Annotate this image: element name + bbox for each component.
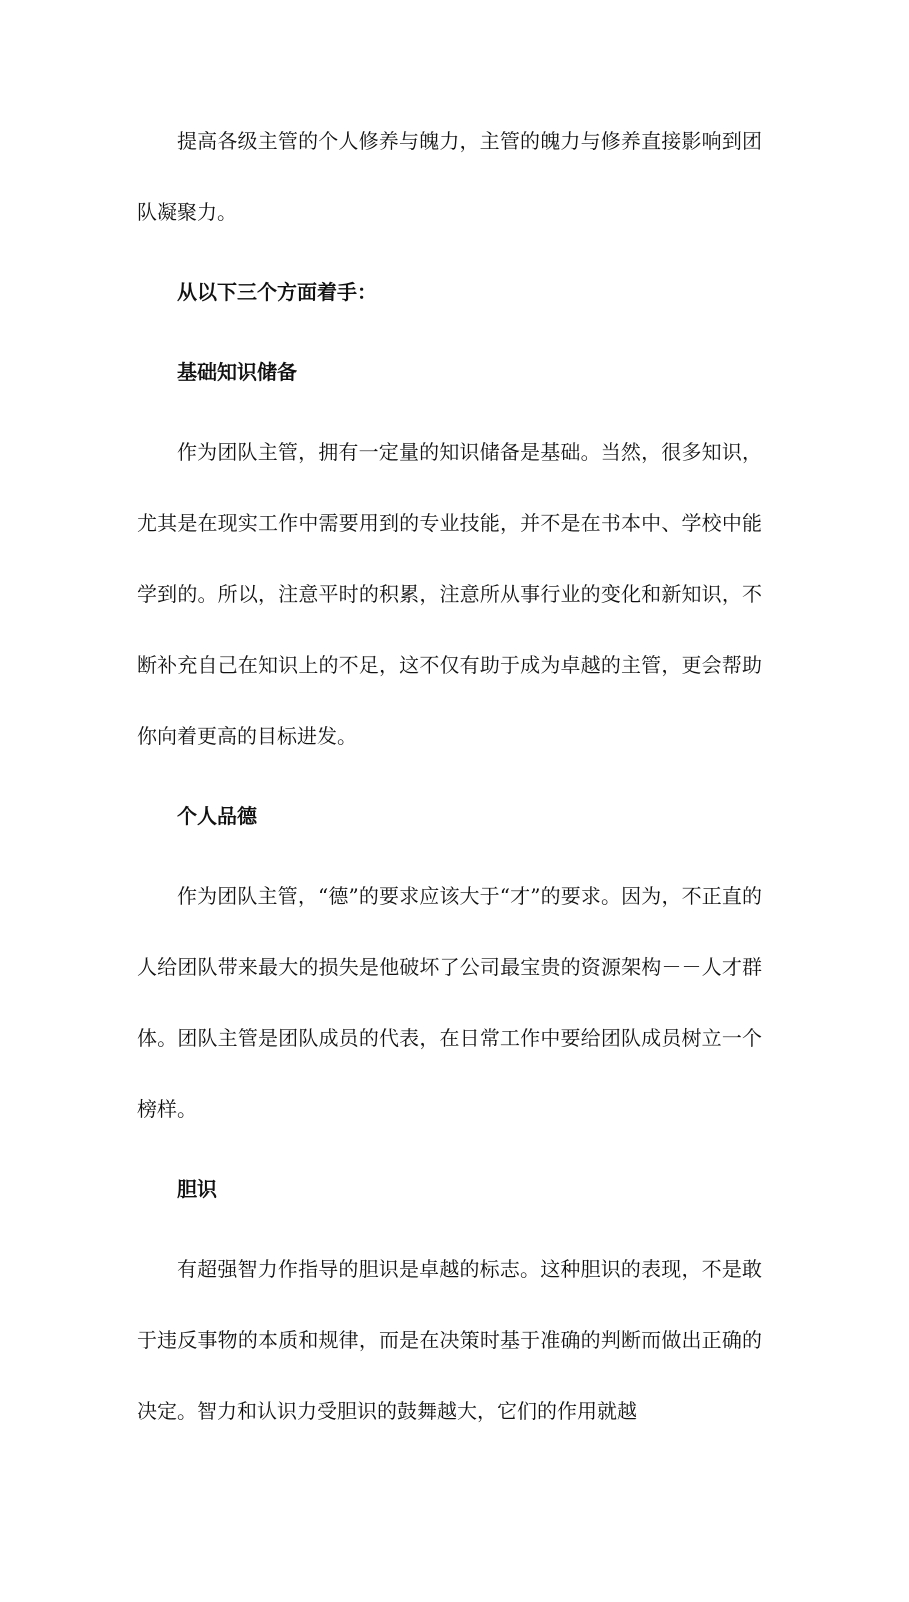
section-body-knowledge: 作为团队主管，拥有一定量的知识储备是基础。当然，很多知识，尤其是在现实工作中需要用到的专业技能，并不是在书本中、学校中能学到的。所以，注意平时的积累，注意所从事行业的变化和新知识，不断补充自己在知识上的不足，这不仅有助于成为卓越的主管，更会帮助你向着更高的目标进发。 (137, 440, 762, 748)
section-heading-character: 个人品德 (177, 804, 257, 828)
section-heading-knowledge: 基础知识储备 (177, 360, 297, 384)
intro-paragraph: 提高各级主管的个人修养与魄力，主管的魄力与修养直接影响到团队凝聚力。 (137, 129, 762, 224)
document-body (137, 106, 762, 1447)
section-body-courage: 有超强智力作指导的胆识是卓越的标志。这种胆识的表现，不是敢于违反事物的本质和规律，而是在决策时基于准确的判断而做出正确的决定。智力和认识力受胆识的鼓舞越大，它们的作用就越 (137, 1257, 762, 1423)
lead-heading: 从以下三个方面着手： (177, 280, 377, 304)
section-body-character: 作为团队主管，“德”的要求应该大于“才”的要求。因为，不正直的人给团队带来最大的损失是他破坏了公司最宝贵的资源架构－－人才群体。团队主管是团队成员的代表，在日常工作中要给团队成员树立一个榜样。 (137, 884, 762, 1121)
section-heading-courage: 胆识 (177, 1177, 217, 1201)
